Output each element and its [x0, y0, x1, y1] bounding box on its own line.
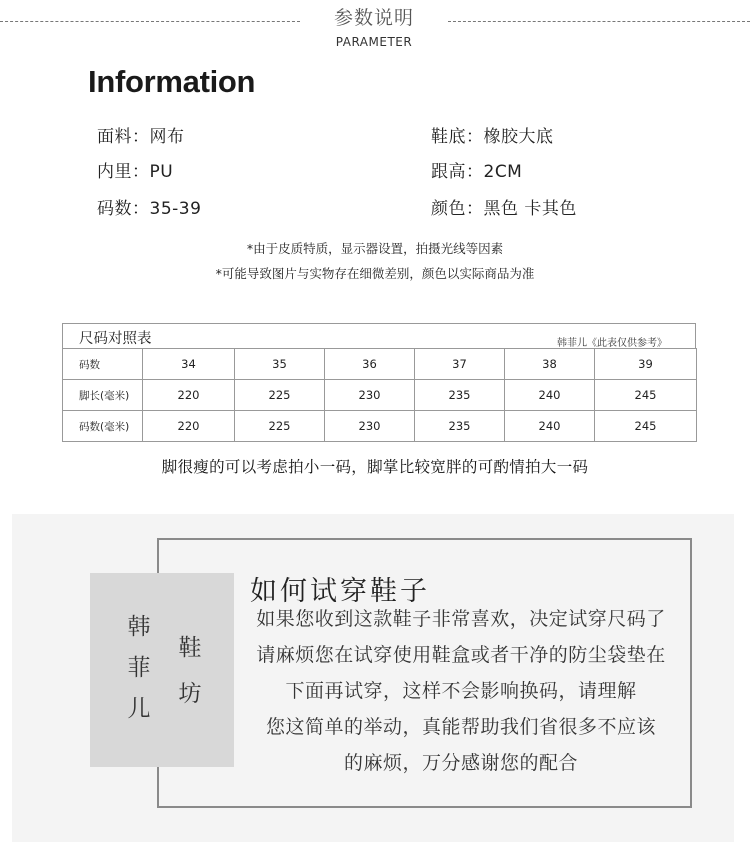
- table-row: [63, 411, 697, 442]
- disclaimer-line: *由于皮质特质，显示器设置，拍摄光线等因素: [246, 241, 504, 256]
- disclaimer-notes: [0, 236, 750, 286]
- brand-char: 鞋: [178, 635, 202, 661]
- size-chart-table: [62, 348, 697, 442]
- table-cell: 240: [505, 380, 595, 411]
- brand-block: [90, 573, 234, 767]
- instruction-line: 下面再试穿，这样不会影响换码，请理解: [285, 680, 637, 702]
- table-cell: 220: [143, 380, 235, 411]
- row-label: 码数: [63, 349, 143, 380]
- spec-colors: 颜色：黑色 卡其色: [431, 199, 577, 219]
- table-cell: 37: [415, 349, 505, 380]
- size-chart-caption: 尺码对照表: [79, 331, 152, 347]
- brand-char: 坊: [178, 681, 202, 707]
- row-label: 脚长(毫米): [63, 380, 143, 411]
- instruction-line: 的麻烦，万分感谢您的配合: [343, 752, 578, 774]
- disclaimer-line: *可能导致图片与实物存在细微差别，颜色以实际商品为准: [215, 266, 535, 281]
- brand-char: 韩: [127, 614, 151, 640]
- brand-char: 菲: [127, 655, 151, 681]
- header-divider-right: [448, 21, 750, 22]
- brand-name: [124, 607, 154, 730]
- instruction-line: 如果您收到这款鞋子非常喜欢，决定试穿尺码了: [256, 608, 666, 630]
- table-cell: 235: [415, 411, 505, 442]
- size-chart: [62, 323, 696, 442]
- table-cell: 38: [505, 349, 595, 380]
- spec-sole: 鞋底：橡胶大底: [431, 127, 554, 147]
- spec-material: 面料：网布: [97, 127, 185, 147]
- brand-char: 儿: [127, 696, 151, 722]
- spec-lining: 内里：PU: [97, 162, 174, 182]
- spec-heel: 跟高：2CM: [431, 162, 523, 182]
- table-cell: 235: [415, 380, 505, 411]
- table-cell: 245: [595, 411, 697, 442]
- table-cell: 225: [235, 380, 325, 411]
- size-advice: 脚很瘦的可以考虑拍小一码，脚掌比较宽胖的可酌情拍大一码: [161, 458, 589, 476]
- instruction-line: 请麻烦您在试穿使用鞋盒或者干净的防尘袋垫在: [256, 644, 666, 666]
- header-divider-left: [0, 21, 300, 22]
- try-on-instructions: [244, 601, 678, 781]
- table-cell: 245: [595, 380, 697, 411]
- table-cell: 220: [143, 411, 235, 442]
- instruction-line: 您这简单的举动，真能帮助我们省很多不应该: [265, 716, 656, 738]
- table-cell: 240: [505, 411, 595, 442]
- table-cell: 39: [595, 349, 697, 380]
- size-chart-header: [62, 323, 696, 348]
- size-chart-reference: 韩菲儿《此表仅供参考》: [557, 338, 667, 349]
- table-cell: 230: [325, 380, 415, 411]
- spec-sizes: 码数：35-39: [97, 199, 202, 219]
- table-cell: 36: [325, 349, 415, 380]
- table-cell: 34: [143, 349, 235, 380]
- table-cell: 225: [235, 411, 325, 442]
- section-title: 参数说明: [333, 7, 414, 29]
- table-cell: 35: [235, 349, 325, 380]
- table-cell: 230: [325, 411, 415, 442]
- row-label: 码数(毫米): [63, 411, 143, 442]
- brand-suffix: [175, 625, 205, 717]
- table-row: [63, 380, 697, 411]
- table-row: [63, 349, 697, 380]
- section-subtitle: PARAMETER: [335, 35, 413, 49]
- information-heading: Information: [88, 64, 256, 99]
- try-on-heading: 如何试穿鞋子: [250, 576, 430, 607]
